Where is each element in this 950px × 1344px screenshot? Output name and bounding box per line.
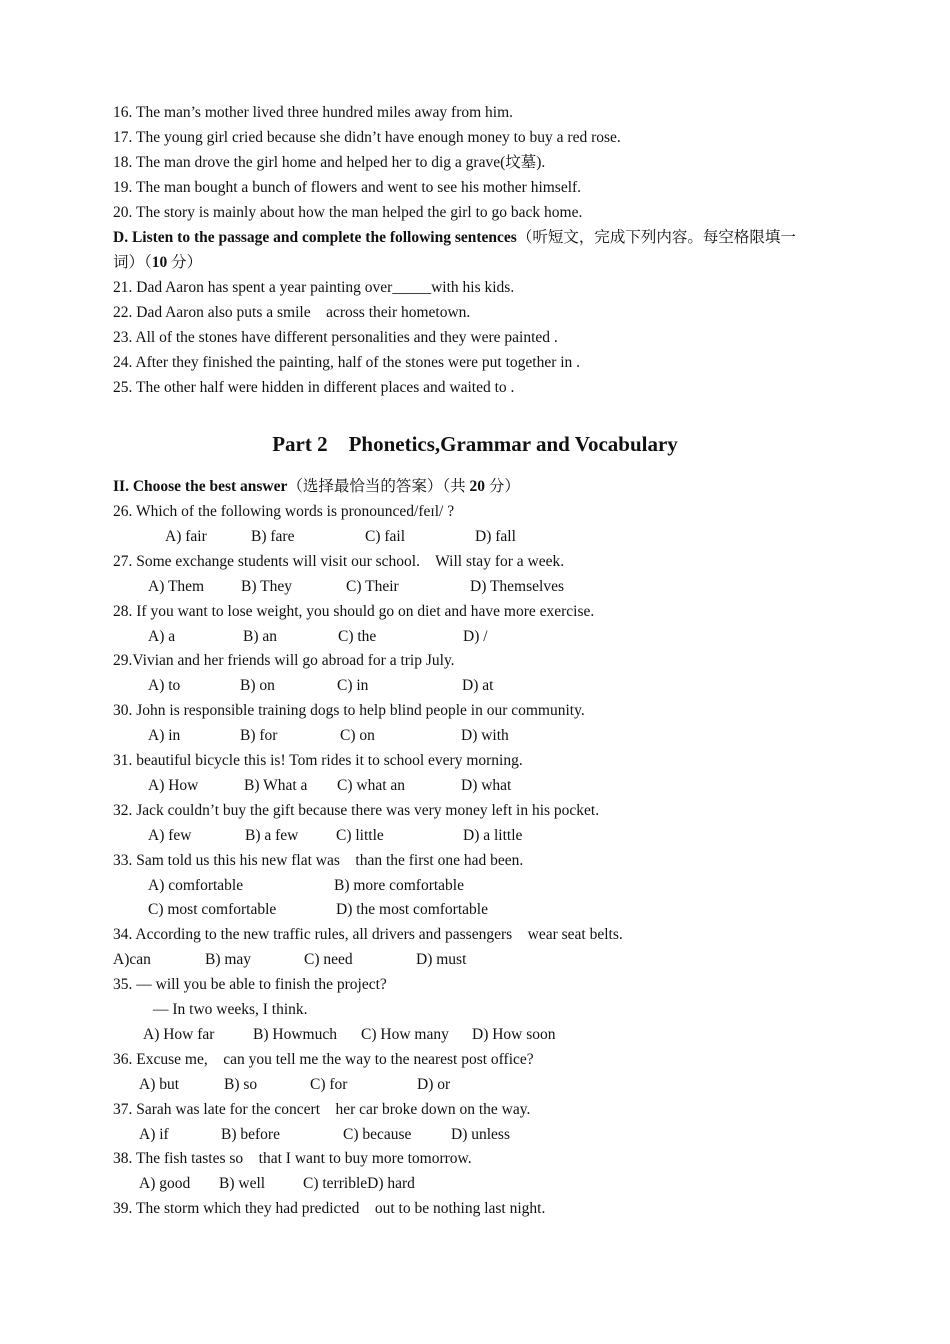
section-d-heading-bold: D. Listen to the passage and complete the following sentences <box>113 229 517 246</box>
question-32-option-a: A) few <box>148 827 192 844</box>
question-35-option-c: C) How many <box>361 1026 449 1043</box>
question-37-option-a: A) if <box>139 1126 169 1143</box>
question-26-option-b: B) fare <box>251 528 295 545</box>
question-28-stem: 28. If you want to lose weight, you should go on diet and have more exercise. <box>113 603 595 620</box>
question-36-option-a: A) but <box>139 1076 180 1093</box>
question-31-option-d: D) what <box>461 777 512 794</box>
question-35-option-a: A) How far <box>143 1026 215 1043</box>
question-26-option-c: C) fail <box>365 528 406 545</box>
question-29-stem: 29.Vivian and her friends will go abroad for a trip July. <box>113 652 455 669</box>
question-35-option-b: B) Howmuch <box>253 1026 337 1043</box>
question-31-option-c: C) what an <box>337 777 406 794</box>
sentence-25: 25. The other half were hidden in different places and waited to . <box>113 379 515 396</box>
statement-20: 20. The story is mainly about how the man helped the girl to go back home. <box>113 204 583 221</box>
question-34-option-a: A)can <box>113 951 151 968</box>
question-27-stem: 27. Some exchange students will visit our school. Will stay for a week. <box>113 553 565 570</box>
question-30-option-d: D) with <box>461 727 509 744</box>
question-38-stem: 38. The fish tastes so that I want to buy more tomorrow. <box>113 1150 472 1167</box>
question-36-stem: 36. Excuse me, can you tell me the way to the nearest post office? <box>113 1051 534 1068</box>
question-32-option-b: B) a few <box>245 827 299 844</box>
question-26-option-d: D) fall <box>475 528 516 545</box>
question-30-option-a: A) in <box>148 727 181 744</box>
question-31-option-b: B) What a <box>244 777 308 794</box>
question-34-option-b: B) may <box>205 951 252 968</box>
question-34-option-c: C) need <box>304 951 353 968</box>
question-29-option-c: C) in <box>337 677 369 694</box>
section-d-heading <box>113 228 796 248</box>
question-27-option-a: A) Them <box>148 578 205 595</box>
question-37-stem: 37. Sarah was late for the concert her car broke down on the way. <box>113 1101 531 1118</box>
question-33-option-a: A) comfortable <box>148 877 244 894</box>
question-37-option-d: D) unless <box>451 1126 510 1143</box>
question-31-stem: 31. beautiful bicycle this is! Tom rides it to school every morning. <box>113 752 523 769</box>
question-30-option-b: B) for <box>240 727 278 744</box>
section-ii-heading-tail-a: （选择最恰当的答案）（共 <box>287 478 470 495</box>
sentence-21: 21. Dad Aaron has spent a year painting over_____with his kids. <box>113 279 515 296</box>
statement-16: 16. The man’s mother lived three hundred miles away from him. <box>113 104 514 121</box>
sentence-24: 24. After they finished the painting, half of the stones were put together in . <box>113 354 581 371</box>
question-27-option-d: D) Themselves <box>470 578 564 595</box>
question-33-option-c: C) most comfortable <box>148 901 277 918</box>
section-d-heading-line2-b: 分） <box>167 254 203 271</box>
question-30-option-c: C) on <box>340 727 375 744</box>
question-26-option-a: A) fair <box>165 528 207 545</box>
section-d-heading-line2 <box>113 253 202 273</box>
question-32-stem: 32. Jack couldn’t buy the gift because there was very money left in his pocket. <box>113 802 600 819</box>
question-39-stem: 39. The storm which they had predicted out to be nothing last night. <box>113 1200 546 1217</box>
question-35-option-d: D) How soon <box>472 1026 556 1043</box>
question-36-option-c: C) for <box>310 1076 348 1093</box>
section-d-points: 10 <box>151 254 168 271</box>
question-36-option-b: B) so <box>224 1076 258 1093</box>
question-35-reply-text: — In two weeks, I think. <box>153 1001 308 1018</box>
question-32-option-d: D) a little <box>463 827 523 844</box>
section-ii-heading-bold: II. Choose the best answer <box>113 478 288 495</box>
question-38-option-a: A) good <box>139 1175 191 1192</box>
question-29-option-d: D) at <box>462 677 494 694</box>
question-38-option-c: C) terribleD) hard <box>303 1175 415 1192</box>
question-28-option-b: B) an <box>243 628 278 645</box>
question-36-option-d: D) or <box>417 1076 451 1093</box>
part2-title: Part 2 Phonetics,Grammar and Vocabulary <box>272 432 678 456</box>
sentence-23: 23. All of the stones have different personalities and they were painted . <box>113 329 558 346</box>
question-31-option-a: A) How <box>148 777 199 794</box>
question-37-option-c: C) because <box>343 1126 412 1143</box>
section-ii-heading-tail-b: 分） <box>485 478 520 495</box>
question-32-option-c: C) little <box>336 827 384 844</box>
section-ii-heading <box>113 477 520 497</box>
question-28-option-a: A) a <box>148 628 176 645</box>
question-29-option-a: A) to <box>148 677 181 694</box>
section-d-heading-line2-a: 词）（ <box>113 254 152 271</box>
question-28-option-c: C) the <box>338 628 377 645</box>
question-34-stem: 34. According to the new traffic rules, all drivers and passengers wear seat belts. <box>113 926 623 943</box>
question-33-option-d: D) the most comfortable <box>336 901 488 918</box>
question-27-option-c: C) Their <box>346 578 399 595</box>
question-35-stem: 35. — will you be able to finish the project? <box>113 976 387 993</box>
question-33-option-b: B) more comfortable <box>334 877 464 894</box>
question-26-stem: 26. Which of the following words is pronounced/feɪl/ ? <box>113 503 455 520</box>
question-37-option-b: B) before <box>221 1126 280 1143</box>
question-28-option-d: D) / <box>463 628 488 645</box>
question-38-option-b: B) well <box>219 1175 266 1192</box>
question-34-option-d: D) must <box>416 951 467 968</box>
section-ii-points: 20 <box>469 478 486 495</box>
sentence-22: 22. Dad Aaron also puts a smile across their hometown. <box>113 304 471 321</box>
question-33-stem: 33. Sam told us this his new flat was than the first one had been. <box>113 852 524 869</box>
question-27-option-b: B) They <box>241 578 292 595</box>
statement-19: 19. The man bought a bunch of flowers and went to see his mother himself. <box>113 179 582 196</box>
statement-17: 17. The young girl cried because she didn’t have enough money to buy a red rose. <box>113 129 621 146</box>
section-d-heading-tail: （听短文，完成下列内容。每空格限填一 <box>516 229 796 246</box>
question-30-stem: 30. John is responsible training dogs to help blind people in our community. <box>113 702 585 719</box>
statement-18: 18. The man drove the girl home and helped her to dig a grave(坟墓). <box>113 154 546 171</box>
question-29-option-b: B) on <box>240 677 275 694</box>
